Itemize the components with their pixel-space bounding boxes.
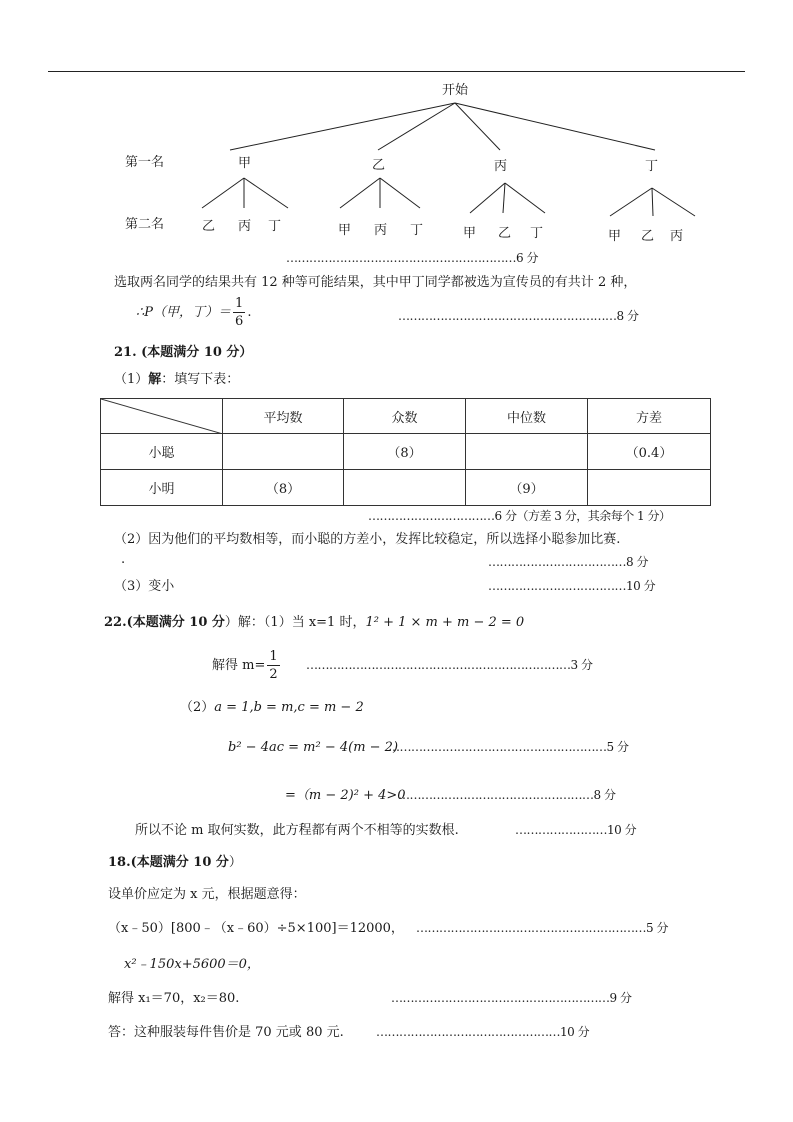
diagonal-line (101, 399, 223, 434)
table-cell: （8） (344, 434, 466, 470)
q21-heading: 21. (本题满分 10 分） (114, 345, 253, 360)
q20-conclusion: 选取两名同学的结果共有 12 种等可能结果，其中甲丁同学都被选为宣传员的有共计 2 种， (114, 275, 637, 290)
q20-fraction (233, 297, 245, 328)
q22-discriminant: b² − 4ac = m² − 4(m − 2) (228, 740, 399, 755)
table-corner-cell (101, 399, 223, 434)
level2-label: 第二名 (125, 217, 165, 232)
table-row-name: 小明 (101, 470, 223, 506)
table-row (101, 470, 711, 506)
q18-solution: 解得 x₁＝70，x₂＝80. (108, 991, 240, 1006)
tree-edge (470, 183, 505, 213)
q22-fraction (267, 650, 279, 681)
q18-simplified: x²﹣150x+5600＝0， (124, 957, 260, 972)
level1-label: 第一名 (125, 155, 165, 170)
tree-edge (230, 103, 455, 150)
table-header-cell: 中位数 (466, 399, 588, 434)
q22-disc2-score: ……………………………………………8 分 (398, 788, 616, 802)
tree-edge (505, 183, 545, 213)
q22-frac-den: 2 (269, 667, 278, 682)
tree-root: 开始 (442, 83, 469, 98)
q20-frac-num: 1 (235, 296, 244, 311)
tree-node-second: 丙 (670, 229, 684, 244)
q18-heading-bold: 18.(本题满分 10 分 (108, 855, 229, 870)
q20-prob-suffix: . (247, 305, 252, 320)
tree-edge (202, 178, 244, 208)
tree-edge (244, 178, 288, 208)
tree-node-first: 丙 (494, 159, 508, 174)
q21-part2-dot: . (121, 552, 126, 567)
tree-node-second: 丁 (268, 219, 282, 234)
q20-score: …………………………………………………8 分 (398, 309, 639, 323)
tree-node-first: 乙 (372, 158, 386, 173)
q21-part1-bold: 解 (148, 372, 162, 387)
table-cell: （0.4） (588, 434, 711, 470)
q22-solve-prefix: 解得 m= (212, 658, 266, 673)
q22-heading (104, 616, 524, 629)
q18-setup: 设单价应定为 x 元，根据题意得： (108, 887, 306, 902)
table-header-row (101, 399, 711, 434)
q21-part1-rest: ：填写下表： (161, 372, 240, 387)
q22-disc-score: …………………………………………………5 分 (388, 740, 629, 754)
table-cell (344, 470, 466, 506)
table-header-cell: 方差 (588, 399, 711, 434)
tree-node-first: 丁 (645, 159, 659, 174)
q20-frac-den: 6 (235, 314, 244, 329)
tree-edge (378, 103, 455, 150)
tree-node-second: 丁 (530, 226, 544, 241)
table-row-name: 小聪 (101, 434, 223, 470)
tree-node-second: 乙 (202, 219, 216, 234)
tree-node-second: 乙 (641, 229, 655, 244)
tree-edge (503, 183, 505, 213)
q18-equation-score: ……………………………………………………5 分 (416, 921, 668, 935)
q22-part2 (180, 701, 364, 714)
table-header-cell: 平均数 (223, 399, 344, 434)
q21-part3-score: ………………………………10 分 (488, 579, 656, 593)
q22-heading-rest: ）解：（1）当 x=1 时， (224, 615, 366, 630)
tree-edge (652, 188, 653, 216)
tree-node-second: 乙 (498, 226, 512, 241)
tree-node-second: 丁 (410, 223, 424, 238)
tree-node-second: 甲 (463, 226, 477, 241)
q21-part1-prefix: （1） (114, 372, 149, 387)
q21-part2: （2）因为他们的平均数相等，而小聪的方差小，发挥比较稳定，所以选择小聪参加比赛. (114, 532, 621, 547)
q22-heading-bold: 22.(本题满分 10 分 (104, 615, 225, 630)
q18-answer: 答：这种服装每件售价是 70 元或 80 元. (108, 1025, 344, 1040)
q22-solve (212, 650, 282, 681)
tree-diagram (0, 0, 793, 260)
q18-heading (108, 856, 242, 869)
tree-node-second: 丙 (238, 219, 252, 234)
q22-frac-num: 1 (269, 649, 278, 664)
q18-equation: （x﹣50）[800﹣（x﹣60）÷5×100]＝12000， (108, 921, 404, 936)
table-cell (588, 470, 711, 506)
table-cell: （8） (223, 470, 344, 506)
q21-part1 (114, 373, 239, 386)
stats-table (100, 398, 711, 506)
q21-part3: （3）变小 (114, 579, 175, 594)
q22-part2-label: （2） (180, 700, 215, 715)
q22-discriminant-2: =（m − 2)² + 4>0 (285, 788, 406, 803)
q22-conclusion: 所以不论 m 取何实数，此方程都有两个不相等的实数根. (135, 823, 459, 838)
q21-part2-score: ………………………………8 分 (488, 555, 648, 569)
q22-conclusion-score: ……………………10 分 (515, 823, 637, 837)
table-cell (223, 434, 344, 470)
q22-equation: 1² + 1 × m + m − 2 = 0 (365, 615, 525, 630)
tree-node-second: 甲 (338, 223, 352, 238)
q18-solution-score: …………………………………………………9 分 (391, 991, 632, 1005)
q18-heading-rest: ） (228, 855, 242, 870)
tree-edge (380, 178, 420, 208)
tree-edge (652, 188, 695, 216)
table-row (101, 434, 711, 470)
q22-solve-score: ……………………………………………………………3 分 (306, 658, 593, 672)
tree-edge (340, 178, 380, 208)
tree-edge (455, 103, 655, 150)
tree-node-second: 丙 (374, 223, 388, 238)
tree-score: ……………………………………………………6 分 (286, 251, 538, 265)
tree-edge (455, 103, 500, 150)
q20-prob-prefix: ∴P（甲，丁）＝ (136, 305, 232, 320)
tree-node-first: 甲 (238, 156, 252, 171)
tree-edge (610, 188, 652, 216)
table-cell (466, 434, 588, 470)
q22-part2-eq: a = 1,b = m,c = m − 2 (214, 700, 364, 715)
q20-probability (136, 297, 251, 328)
tree-node-second: 甲 (608, 229, 622, 244)
q21-table-score: ……………………………6 分（方差 3 分，其余每个 1 分） (368, 509, 671, 523)
q18-answer-score: …………………………………………10 分 (376, 1025, 590, 1039)
table-header-cell: 众数 (344, 399, 466, 434)
table-cell: （9） (466, 470, 588, 506)
